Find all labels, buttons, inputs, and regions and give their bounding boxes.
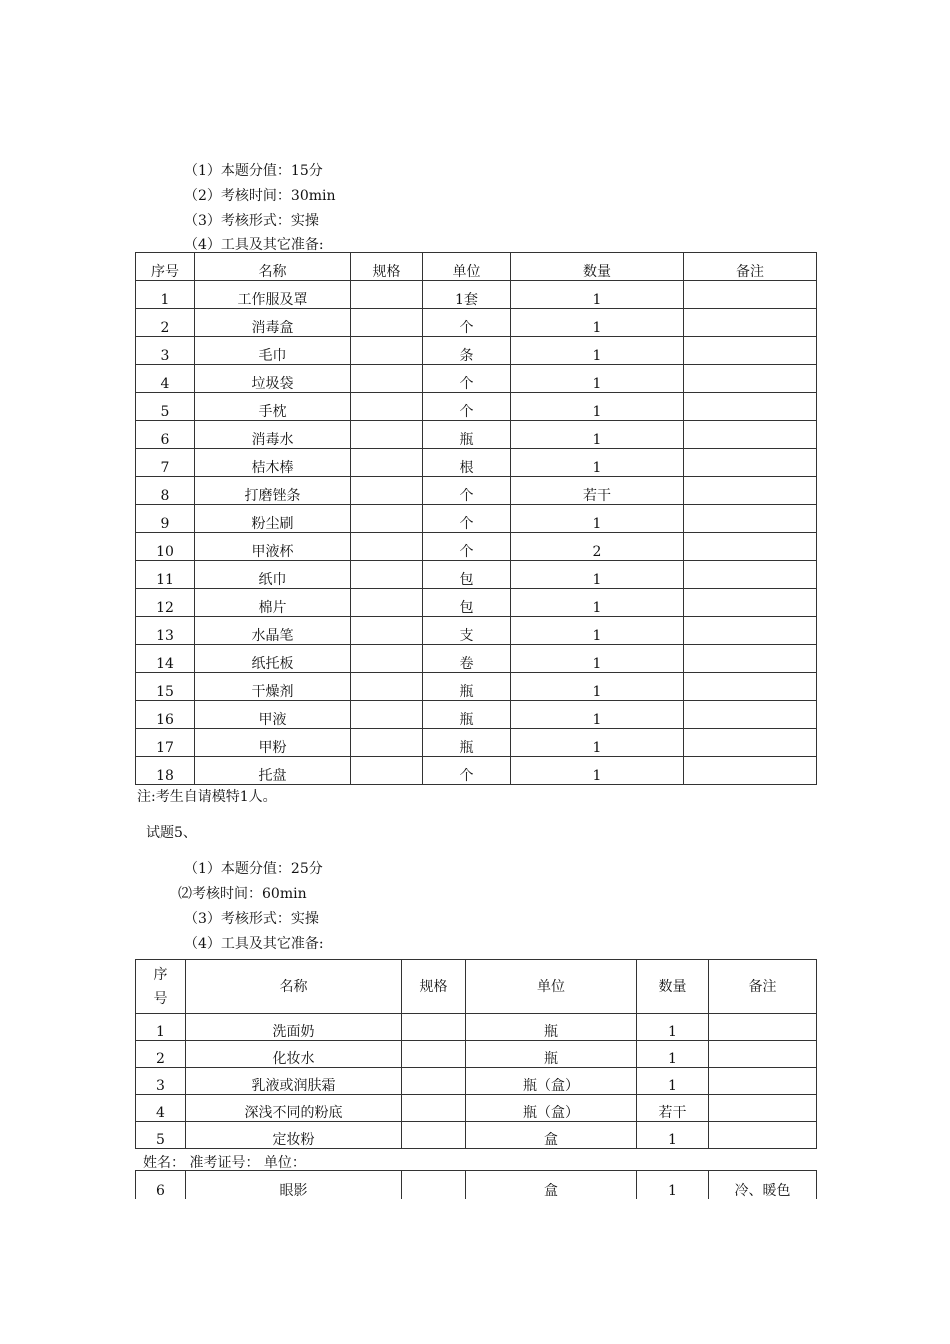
col-remark-cell <box>684 561 817 589</box>
col-name-cell: 甲粉 <box>195 729 351 757</box>
col-name-cell: 深浅不同的粉底 <box>186 1095 402 1122</box>
tools-table-2 <box>135 959 817 1149</box>
col-name-cell: 消毒水 <box>195 421 351 449</box>
col-index-cell: 5 <box>136 1122 186 1149</box>
col-spec-cell <box>351 617 423 645</box>
col-unit-cell: 支 <box>423 617 511 645</box>
header-label: 单位 <box>452 264 481 280</box>
header-col-remark <box>684 253 817 281</box>
col-remark-cell <box>684 421 817 449</box>
header-label: 数量 <box>658 978 687 995</box>
col-quantity-cell: 1 <box>511 505 684 533</box>
col-spec-cell <box>402 1122 466 1149</box>
header-label: 序 号 <box>153 966 168 1007</box>
col-unit-cell: 个 <box>423 309 511 337</box>
header-label: 备注 <box>736 264 764 280</box>
col-unit-cell: 盒 <box>466 1171 637 1200</box>
table-row <box>136 1122 817 1149</box>
table-row <box>136 449 817 477</box>
table-row <box>136 589 817 617</box>
col-quantity-cell: 1 <box>511 561 684 589</box>
col-spec-cell <box>351 421 423 449</box>
table-row <box>136 393 817 421</box>
col-unit-cell: 瓶 <box>466 1014 637 1041</box>
header-col-name <box>195 253 351 281</box>
col-quantity-cell: 1 <box>511 701 684 729</box>
col-name-cell: 粉尘刷 <box>195 505 351 533</box>
col-name-cell: 甲液 <box>195 701 351 729</box>
col-quantity-cell: 1 <box>511 645 684 673</box>
header-col-quantity <box>637 960 709 1014</box>
section2-item-2: ⑵考核时间：60min <box>178 886 307 902</box>
col-name-cell: 定妆粉 <box>186 1122 402 1149</box>
table-header-row <box>136 960 817 1014</box>
col-quantity-cell: 1 <box>511 589 684 617</box>
table-row <box>136 1041 817 1068</box>
col-name-cell: 水晶笔 <box>195 617 351 645</box>
col-index-cell: 2 <box>136 1041 186 1068</box>
col-unit-cell: 条 <box>423 337 511 365</box>
col-remark-cell <box>684 589 817 617</box>
col-spec-cell <box>351 645 423 673</box>
section1-item-1: （1）本题分值：15分 <box>184 163 323 179</box>
header-label: 名称 <box>258 264 287 280</box>
col-unit-cell: 卷 <box>423 645 511 673</box>
header-col-spec <box>351 253 423 281</box>
col-name-cell: 乳液或润肤霜 <box>186 1068 402 1095</box>
col-remark-cell <box>684 701 817 729</box>
col-index-cell: 1 <box>136 281 195 309</box>
header-label: 序号 <box>151 264 179 280</box>
col-index-cell: 2 <box>136 309 195 337</box>
col-spec-cell <box>351 729 423 757</box>
section1-note: 注:考生自请模特1人。 <box>137 789 277 805</box>
col-unit-cell: 个 <box>423 393 511 421</box>
table-row <box>136 309 817 337</box>
col-name-cell: 干燥剂 <box>195 673 351 701</box>
col-unit-cell: 瓶 <box>423 673 511 701</box>
col-remark-cell <box>684 477 817 505</box>
col-name-cell: 眼影 <box>186 1171 402 1200</box>
col-spec-cell <box>351 337 423 365</box>
col-remark-cell <box>709 1014 817 1041</box>
header-col-name <box>186 960 402 1014</box>
col-index-cell: 12 <box>136 589 195 617</box>
section1-item-2: （2）考核时间：30min <box>184 188 336 204</box>
col-unit-cell: 包 <box>423 561 511 589</box>
table-row <box>136 421 817 449</box>
col-remark-cell <box>684 281 817 309</box>
col-spec-cell <box>351 309 423 337</box>
col-remark-cell <box>684 449 817 477</box>
col-index-cell: 5 <box>136 393 195 421</box>
header-label: 单位 <box>537 978 565 995</box>
col-name-cell: 托盘 <box>195 757 351 785</box>
table-row <box>136 701 817 729</box>
col-name-cell: 垃圾袋 <box>195 365 351 393</box>
col-name-cell: 打磨锉条 <box>195 477 351 505</box>
col-unit-cell: 瓶 <box>423 729 511 757</box>
col-quantity-cell: 1 <box>637 1171 709 1200</box>
col-remark-cell <box>684 729 817 757</box>
col-unit-cell: 个 <box>423 505 511 533</box>
col-unit-cell: 1套 <box>423 281 511 309</box>
col-remark-cell <box>684 337 817 365</box>
col-spec-cell <box>351 701 423 729</box>
col-spec-cell <box>351 533 423 561</box>
table-row <box>136 365 817 393</box>
col-remark-cell: 冷、暖色 <box>709 1171 817 1200</box>
col-remark-cell <box>684 757 817 785</box>
col-quantity-cell: 若干 <box>637 1095 709 1122</box>
col-quantity-cell: 若干 <box>511 477 684 505</box>
col-spec-cell <box>351 673 423 701</box>
col-name-cell: 工作服及罩 <box>195 281 351 309</box>
col-unit-cell: 根 <box>423 449 511 477</box>
col-unit-cell: 个 <box>423 757 511 785</box>
section1-item-4: （4）工具及其它准备: <box>184 237 324 253</box>
header-col-unit <box>466 960 637 1014</box>
col-remark-cell <box>684 365 817 393</box>
col-remark-cell <box>684 393 817 421</box>
header-col-quantity <box>511 253 684 281</box>
col-index-cell: 4 <box>136 365 195 393</box>
col-index-cell: 1 <box>136 1014 186 1041</box>
col-index-cell: 8 <box>136 477 195 505</box>
page-footer-fields: 姓名： 准考证号： 单位： <box>143 1155 306 1171</box>
table-row <box>136 645 817 673</box>
col-quantity-cell: 1 <box>511 729 684 757</box>
header-col-unit <box>423 253 511 281</box>
table-row <box>136 673 817 701</box>
col-quantity-cell: 1 <box>511 337 684 365</box>
col-index-cell: 13 <box>136 617 195 645</box>
col-quantity-cell: 1 <box>511 365 684 393</box>
col-quantity-cell: 1 <box>511 673 684 701</box>
col-name-cell: 纸托板 <box>195 645 351 673</box>
col-spec-cell <box>351 757 423 785</box>
table-row <box>136 477 817 505</box>
header-col-index <box>136 253 195 281</box>
col-name-cell: 纸巾 <box>195 561 351 589</box>
col-remark-cell <box>684 309 817 337</box>
header-col-spec <box>402 960 466 1014</box>
tools-table-2-continued <box>135 1170 817 1199</box>
col-name-cell: 手枕 <box>195 393 351 421</box>
col-index-cell: 9 <box>136 505 195 533</box>
col-spec-cell <box>402 1095 466 1122</box>
table-row <box>136 729 817 757</box>
table-row <box>136 281 817 309</box>
table-header-row <box>136 253 817 281</box>
table-row <box>136 1014 817 1041</box>
col-quantity-cell: 1 <box>511 309 684 337</box>
table-row <box>136 757 817 785</box>
col-index-cell: 16 <box>136 701 195 729</box>
header-label: 数量 <box>583 264 611 280</box>
table-row <box>136 1068 817 1095</box>
col-name-cell: 洗面奶 <box>186 1014 402 1041</box>
col-remark-cell <box>709 1068 817 1095</box>
col-quantity-cell: 1 <box>511 449 684 477</box>
col-name-cell: 桔木棒 <box>195 449 351 477</box>
table-row <box>136 617 817 645</box>
col-remark-cell <box>684 673 817 701</box>
table-row <box>136 1171 817 1200</box>
col-quantity-cell: 1 <box>511 421 684 449</box>
col-index-cell: 3 <box>136 337 195 365</box>
col-index-cell: 3 <box>136 1068 186 1095</box>
col-unit-cell: 瓶（盒） <box>466 1068 637 1095</box>
col-unit-cell: 个 <box>423 365 511 393</box>
col-unit-cell: 瓶（盒） <box>466 1095 637 1122</box>
col-quantity-cell: 1 <box>511 757 684 785</box>
section2-title: 试题5、 <box>146 825 197 841</box>
col-quantity-cell: 1 <box>637 1014 709 1041</box>
col-index-cell: 18 <box>136 757 195 785</box>
col-quantity-cell: 1 <box>511 281 684 309</box>
col-quantity-cell: 1 <box>637 1122 709 1149</box>
table-row <box>136 561 817 589</box>
header-col-index <box>136 960 186 1014</box>
col-remark-cell <box>684 505 817 533</box>
col-spec-cell <box>351 589 423 617</box>
table-row <box>136 533 817 561</box>
section2-item-1: （1）本题分值：25分 <box>184 861 323 877</box>
col-spec-cell <box>351 281 423 309</box>
col-name-cell: 棉片 <box>195 589 351 617</box>
col-index-cell: 6 <box>136 1171 186 1200</box>
col-remark-cell <box>709 1041 817 1068</box>
col-index-cell: 6 <box>136 421 195 449</box>
header-label: 规格 <box>372 264 401 280</box>
table-row <box>136 1095 817 1122</box>
col-index-cell: 4 <box>136 1095 186 1122</box>
col-index-cell: 11 <box>136 561 195 589</box>
col-spec-cell <box>351 449 423 477</box>
col-remark-cell <box>684 617 817 645</box>
col-index-cell: 17 <box>136 729 195 757</box>
table-row <box>136 337 817 365</box>
col-remark-cell <box>684 533 817 561</box>
col-name-cell: 化妆水 <box>186 1041 402 1068</box>
table-row <box>136 505 817 533</box>
header-label: 备注 <box>748 978 777 995</box>
col-index-cell: 10 <box>136 533 195 561</box>
col-index-cell: 14 <box>136 645 195 673</box>
col-name-cell: 毛巾 <box>195 337 351 365</box>
col-unit-cell: 瓶 <box>466 1041 637 1068</box>
col-index-cell: 15 <box>136 673 195 701</box>
col-unit-cell: 包 <box>423 589 511 617</box>
col-spec-cell <box>402 1014 466 1041</box>
col-unit-cell: 个 <box>423 477 511 505</box>
col-spec-cell <box>351 365 423 393</box>
col-unit-cell: 瓶 <box>423 701 511 729</box>
tools-table-1 <box>135 252 817 785</box>
col-remark-cell <box>684 645 817 673</box>
col-quantity-cell: 1 <box>511 617 684 645</box>
col-unit-cell: 盒 <box>466 1122 637 1149</box>
col-spec-cell <box>402 1068 466 1095</box>
section1-item-3: （3）考核形式：实操 <box>184 213 319 229</box>
col-quantity-cell: 1 <box>637 1041 709 1068</box>
header-label: 名称 <box>279 978 308 995</box>
col-spec-cell <box>351 393 423 421</box>
col-quantity-cell: 1 <box>637 1068 709 1095</box>
header-col-remark <box>709 960 817 1014</box>
section2-item-3: （3）考核形式：实操 <box>184 911 319 927</box>
col-remark-cell <box>709 1095 817 1122</box>
col-quantity-cell: 1 <box>511 393 684 421</box>
header-label: 规格 <box>419 978 448 995</box>
col-remark-cell <box>709 1122 817 1149</box>
col-spec-cell <box>402 1171 466 1200</box>
col-spec-cell <box>351 505 423 533</box>
col-name-cell: 甲液杯 <box>195 533 351 561</box>
col-name-cell: 消毒盒 <box>195 309 351 337</box>
col-unit-cell: 瓶 <box>423 421 511 449</box>
col-quantity-cell: 2 <box>511 533 684 561</box>
col-spec-cell <box>351 561 423 589</box>
section2-item-4: （4）工具及其它准备: <box>184 936 324 952</box>
col-spec-cell <box>402 1041 466 1068</box>
col-index-cell: 7 <box>136 449 195 477</box>
col-spec-cell <box>351 477 423 505</box>
col-unit-cell: 个 <box>423 533 511 561</box>
